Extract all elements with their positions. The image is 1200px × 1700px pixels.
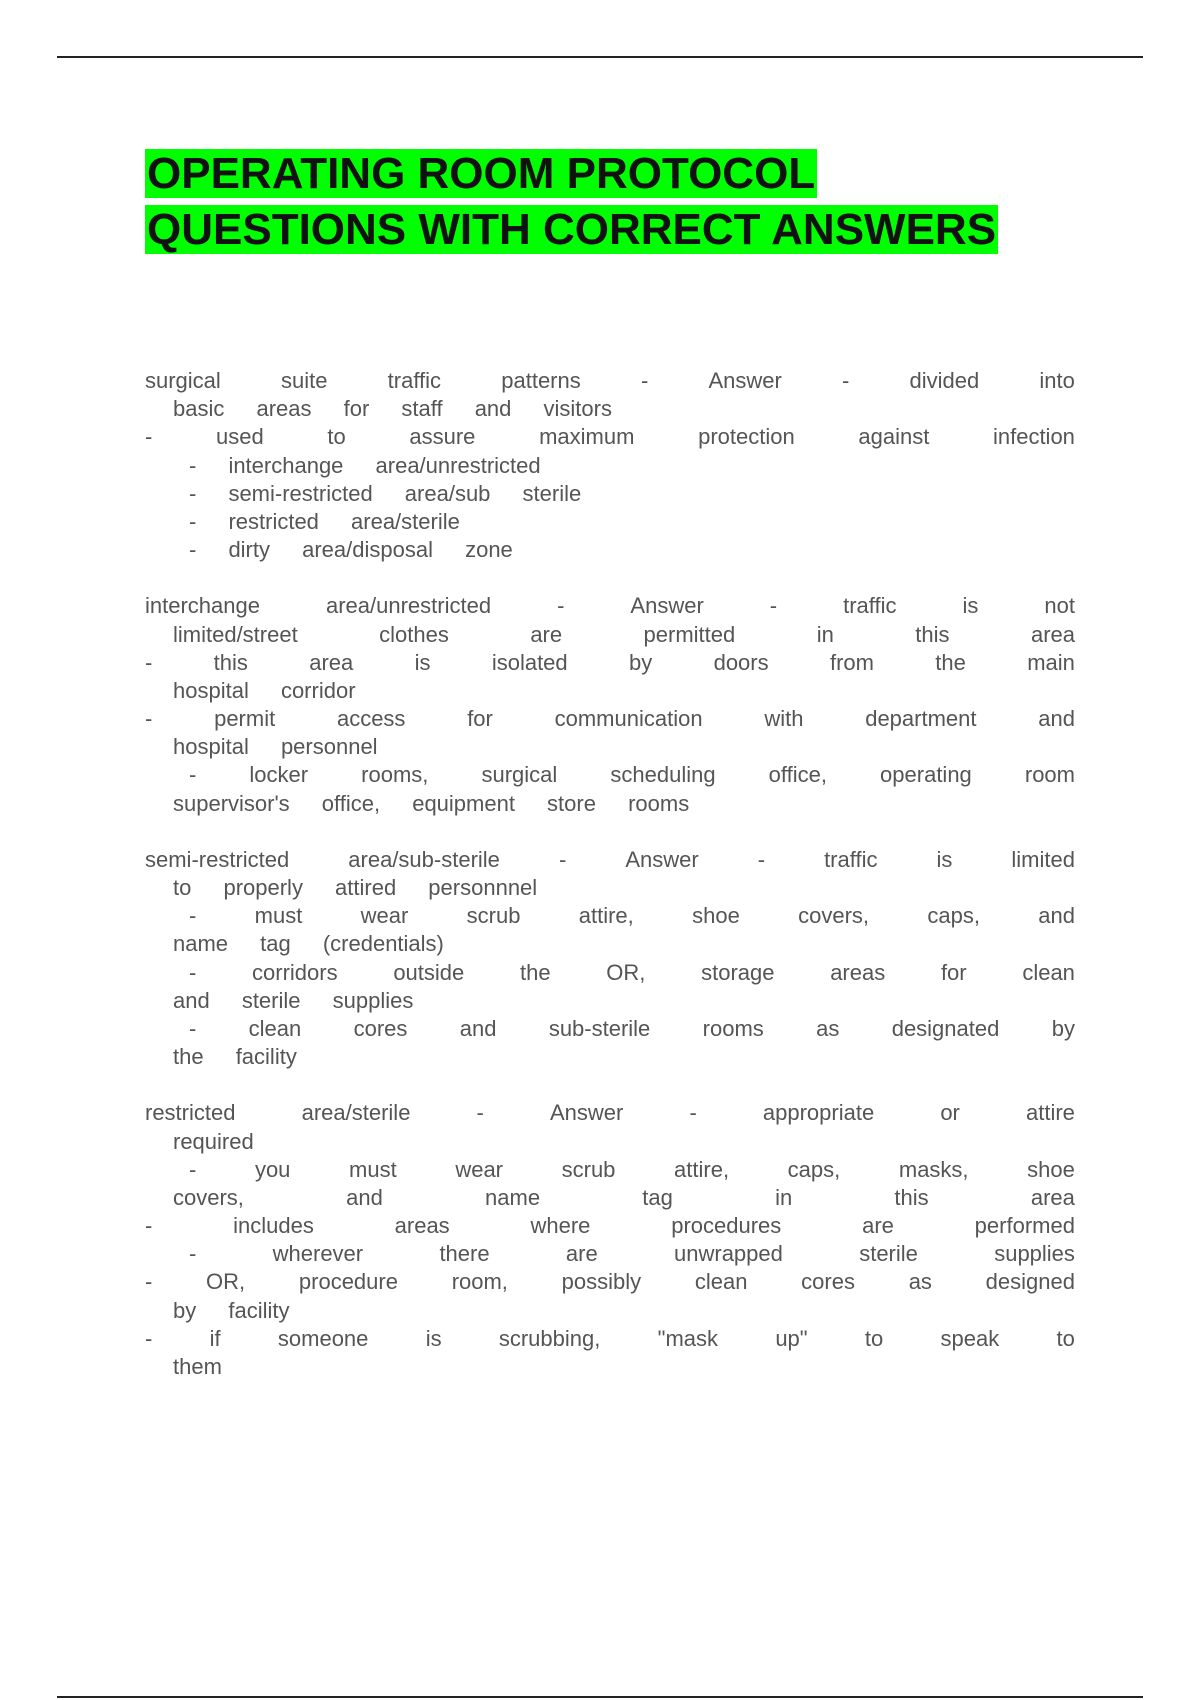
word: rooms [702, 1015, 764, 1041]
word: there [439, 1241, 490, 1267]
text-line [145, 1156, 1075, 1184]
word: corridors [252, 959, 338, 985]
word: - [189, 1015, 197, 1041]
word: limited/street [173, 621, 298, 647]
word: clean [248, 1015, 302, 1041]
text-line: hospital corridor [173, 677, 356, 703]
word: clean [1022, 959, 1075, 985]
text-line [145, 649, 1075, 677]
word: area/sterile [301, 1100, 411, 1126]
text-line: them [173, 1354, 222, 1379]
word: office, [768, 762, 827, 788]
word: is [414, 649, 431, 675]
word: - [189, 903, 197, 929]
word: scrubbing, [498, 1325, 601, 1351]
word: semi-restricted [145, 846, 290, 872]
text-line [145, 1268, 1075, 1296]
word: permitted [643, 621, 736, 647]
text-line: basic areas for staff and visitors [173, 396, 612, 422]
word: in [816, 621, 834, 647]
word: up" [775, 1325, 808, 1351]
text-line: required [173, 1128, 254, 1154]
title-line-2: QUESTIONS WITH CORRECT ANSWERS [147, 205, 997, 254]
word: used [215, 424, 264, 450]
word: are [530, 621, 563, 647]
word: surgical [145, 368, 221, 393]
word: Answer [708, 368, 782, 393]
word: if [209, 1325, 221, 1351]
word: - [145, 1269, 153, 1295]
qa-block [145, 846, 1075, 1072]
word: procedures [671, 1213, 782, 1239]
word: scheduling [610, 762, 716, 788]
word: where [530, 1213, 591, 1239]
word: possibly [561, 1269, 642, 1295]
word: "mask [657, 1325, 719, 1351]
word: is [962, 593, 979, 619]
word: speak [940, 1325, 1000, 1351]
word: wherever [272, 1241, 364, 1267]
word: is [425, 1325, 442, 1351]
word: are [862, 1213, 894, 1239]
text-line [145, 367, 1075, 395]
word: infection [992, 424, 1075, 450]
text-line: - dirty area/disposal zone [189, 537, 513, 563]
text-line [145, 423, 1075, 451]
word: in [775, 1184, 793, 1210]
word: this [213, 649, 248, 675]
word: the [519, 959, 551, 985]
word: access [336, 706, 406, 732]
word: Answer [630, 593, 704, 619]
word: someone [277, 1325, 369, 1351]
word: area/sub-sterile [348, 846, 500, 872]
word: - [640, 368, 649, 393]
text-line: by facility [173, 1297, 290, 1323]
word: attire, [674, 1156, 730, 1182]
text-line: hospital personnel [173, 734, 378, 760]
word: must [349, 1156, 397, 1182]
word: name [485, 1184, 541, 1210]
word: to [327, 424, 346, 450]
word: areas [830, 959, 886, 985]
word: includes [233, 1213, 314, 1239]
word: outside [393, 959, 465, 985]
word: protection [698, 424, 795, 450]
word: communication [554, 706, 703, 732]
word: - [757, 846, 766, 872]
text-line: - interchange area/unrestricted [189, 452, 541, 478]
word: and [1038, 706, 1075, 732]
word: areas [394, 1213, 450, 1239]
word: shoe [692, 903, 740, 929]
text-line [145, 705, 1075, 733]
text-line [145, 1212, 1075, 1240]
word: and [459, 1015, 497, 1041]
word: as [816, 1015, 840, 1041]
text-line: - semi-restricted area/sub sterile [189, 480, 582, 506]
word: restricted [145, 1100, 236, 1126]
word: area [309, 649, 354, 675]
word: scrub [466, 903, 521, 929]
word: doors [713, 649, 769, 675]
word: to [1056, 1325, 1075, 1351]
word: - [689, 1100, 697, 1126]
word: limited [1011, 846, 1075, 872]
word: sterile [859, 1241, 918, 1267]
bottom-rule [57, 1696, 1143, 1698]
word: storage [701, 959, 775, 985]
word: are [565, 1241, 598, 1267]
word: and [346, 1184, 383, 1210]
word: Answer [549, 1100, 624, 1126]
word: as [908, 1269, 932, 1295]
word: operating [880, 762, 972, 788]
text-line: the facility [173, 1044, 297, 1070]
word: - [769, 593, 778, 619]
word: caps, [927, 903, 980, 929]
word: main [1027, 649, 1075, 675]
qa-block [145, 367, 1075, 564]
word: - [145, 1213, 153, 1239]
word: clothes [379, 621, 449, 647]
word: rooms, [361, 762, 429, 788]
word: OR, [206, 1269, 246, 1295]
word: suite [281, 368, 328, 393]
word: is [936, 846, 953, 872]
text-line [145, 761, 1075, 789]
word: with [764, 706, 804, 732]
text-line [145, 1015, 1075, 1043]
word: - [189, 1156, 197, 1182]
text-line [145, 959, 1075, 987]
word: the [935, 649, 966, 675]
word: - [476, 1100, 484, 1126]
word: OR, [606, 959, 646, 985]
text-line: to properly attired personnnel [173, 875, 538, 900]
word: covers, [798, 903, 870, 929]
page-title [145, 146, 998, 258]
word: clean [694, 1269, 748, 1295]
word: supplies [994, 1241, 1075, 1267]
word: - [189, 762, 197, 788]
word: surgical [481, 762, 558, 788]
word: must [254, 903, 303, 929]
word: procedure [298, 1269, 398, 1295]
text-line [145, 592, 1075, 620]
word: for [467, 706, 493, 732]
word: from [829, 649, 874, 675]
word: this [915, 621, 950, 647]
word: for [940, 959, 967, 985]
word: room [1024, 762, 1075, 788]
word: patterns [501, 368, 581, 393]
word: against [858, 424, 930, 450]
word: and [1038, 903, 1075, 929]
word: not [1044, 593, 1075, 619]
word: by [1051, 1015, 1075, 1041]
word: caps, [787, 1156, 841, 1182]
word: interchange [145, 593, 260, 619]
word: - [145, 706, 153, 732]
word: - [558, 846, 567, 872]
text-line [145, 902, 1075, 930]
word: designated [891, 1015, 1000, 1041]
word: to [864, 1325, 884, 1351]
word: - [145, 1325, 153, 1351]
word: isolated [491, 649, 568, 675]
text-line [145, 621, 1075, 649]
word: maximum [539, 424, 635, 450]
text-line [145, 1240, 1075, 1268]
word: performed [974, 1213, 1075, 1239]
word: appropriate [762, 1100, 875, 1126]
word: - [145, 649, 153, 675]
word: designed [985, 1269, 1075, 1295]
word: attire [1025, 1100, 1075, 1126]
qa-block [145, 1099, 1075, 1381]
text-line: and sterile supplies [173, 987, 414, 1013]
text-line [145, 1099, 1075, 1127]
word: you [254, 1156, 291, 1182]
qa-block [145, 592, 1075, 818]
text-line: name tag (credentials) [173, 931, 444, 957]
word: - [842, 368, 850, 393]
word: divided [909, 368, 980, 393]
word: wear [455, 1156, 504, 1182]
word: traffic [843, 593, 897, 619]
word: - [189, 1241, 197, 1267]
word: - [145, 424, 153, 450]
word: area [1030, 1184, 1075, 1210]
word: masks, [898, 1156, 969, 1182]
word: tag [642, 1184, 673, 1210]
word: assure [409, 424, 476, 450]
word: wear [360, 903, 409, 929]
word: this [894, 1184, 929, 1210]
title-line-1: OPERATING ROOM PROTOCOL [147, 149, 816, 198]
word: department [865, 706, 977, 732]
top-rule [57, 56, 1143, 58]
word: into [1039, 368, 1075, 393]
word: Answer [625, 846, 699, 872]
word: - [189, 959, 197, 985]
text-line: - restricted area/sterile [189, 508, 460, 534]
document-body [145, 367, 1075, 1409]
word: cores [801, 1269, 855, 1295]
word: area [1030, 621, 1075, 647]
word: traffic [387, 368, 442, 393]
word: cores [353, 1015, 408, 1041]
text-line: supervisor's office, equipment store rooms [173, 790, 690, 816]
text-line [145, 1325, 1075, 1353]
word: room, [451, 1269, 508, 1295]
word: permit [214, 706, 276, 732]
word: sub-sterile [548, 1015, 651, 1041]
word: covers, [173, 1184, 244, 1210]
text-line [145, 1184, 1075, 1212]
word: attire, [578, 903, 634, 929]
word: scrub [561, 1156, 616, 1182]
word: or [940, 1100, 960, 1126]
word: area/unrestricted [325, 593, 492, 619]
text-line [145, 846, 1075, 874]
word: by [629, 649, 653, 675]
word: unwrapped [674, 1241, 783, 1267]
word: shoe [1027, 1156, 1075, 1182]
word: traffic [824, 846, 878, 872]
word: locker [249, 762, 309, 788]
word: - [557, 593, 565, 619]
